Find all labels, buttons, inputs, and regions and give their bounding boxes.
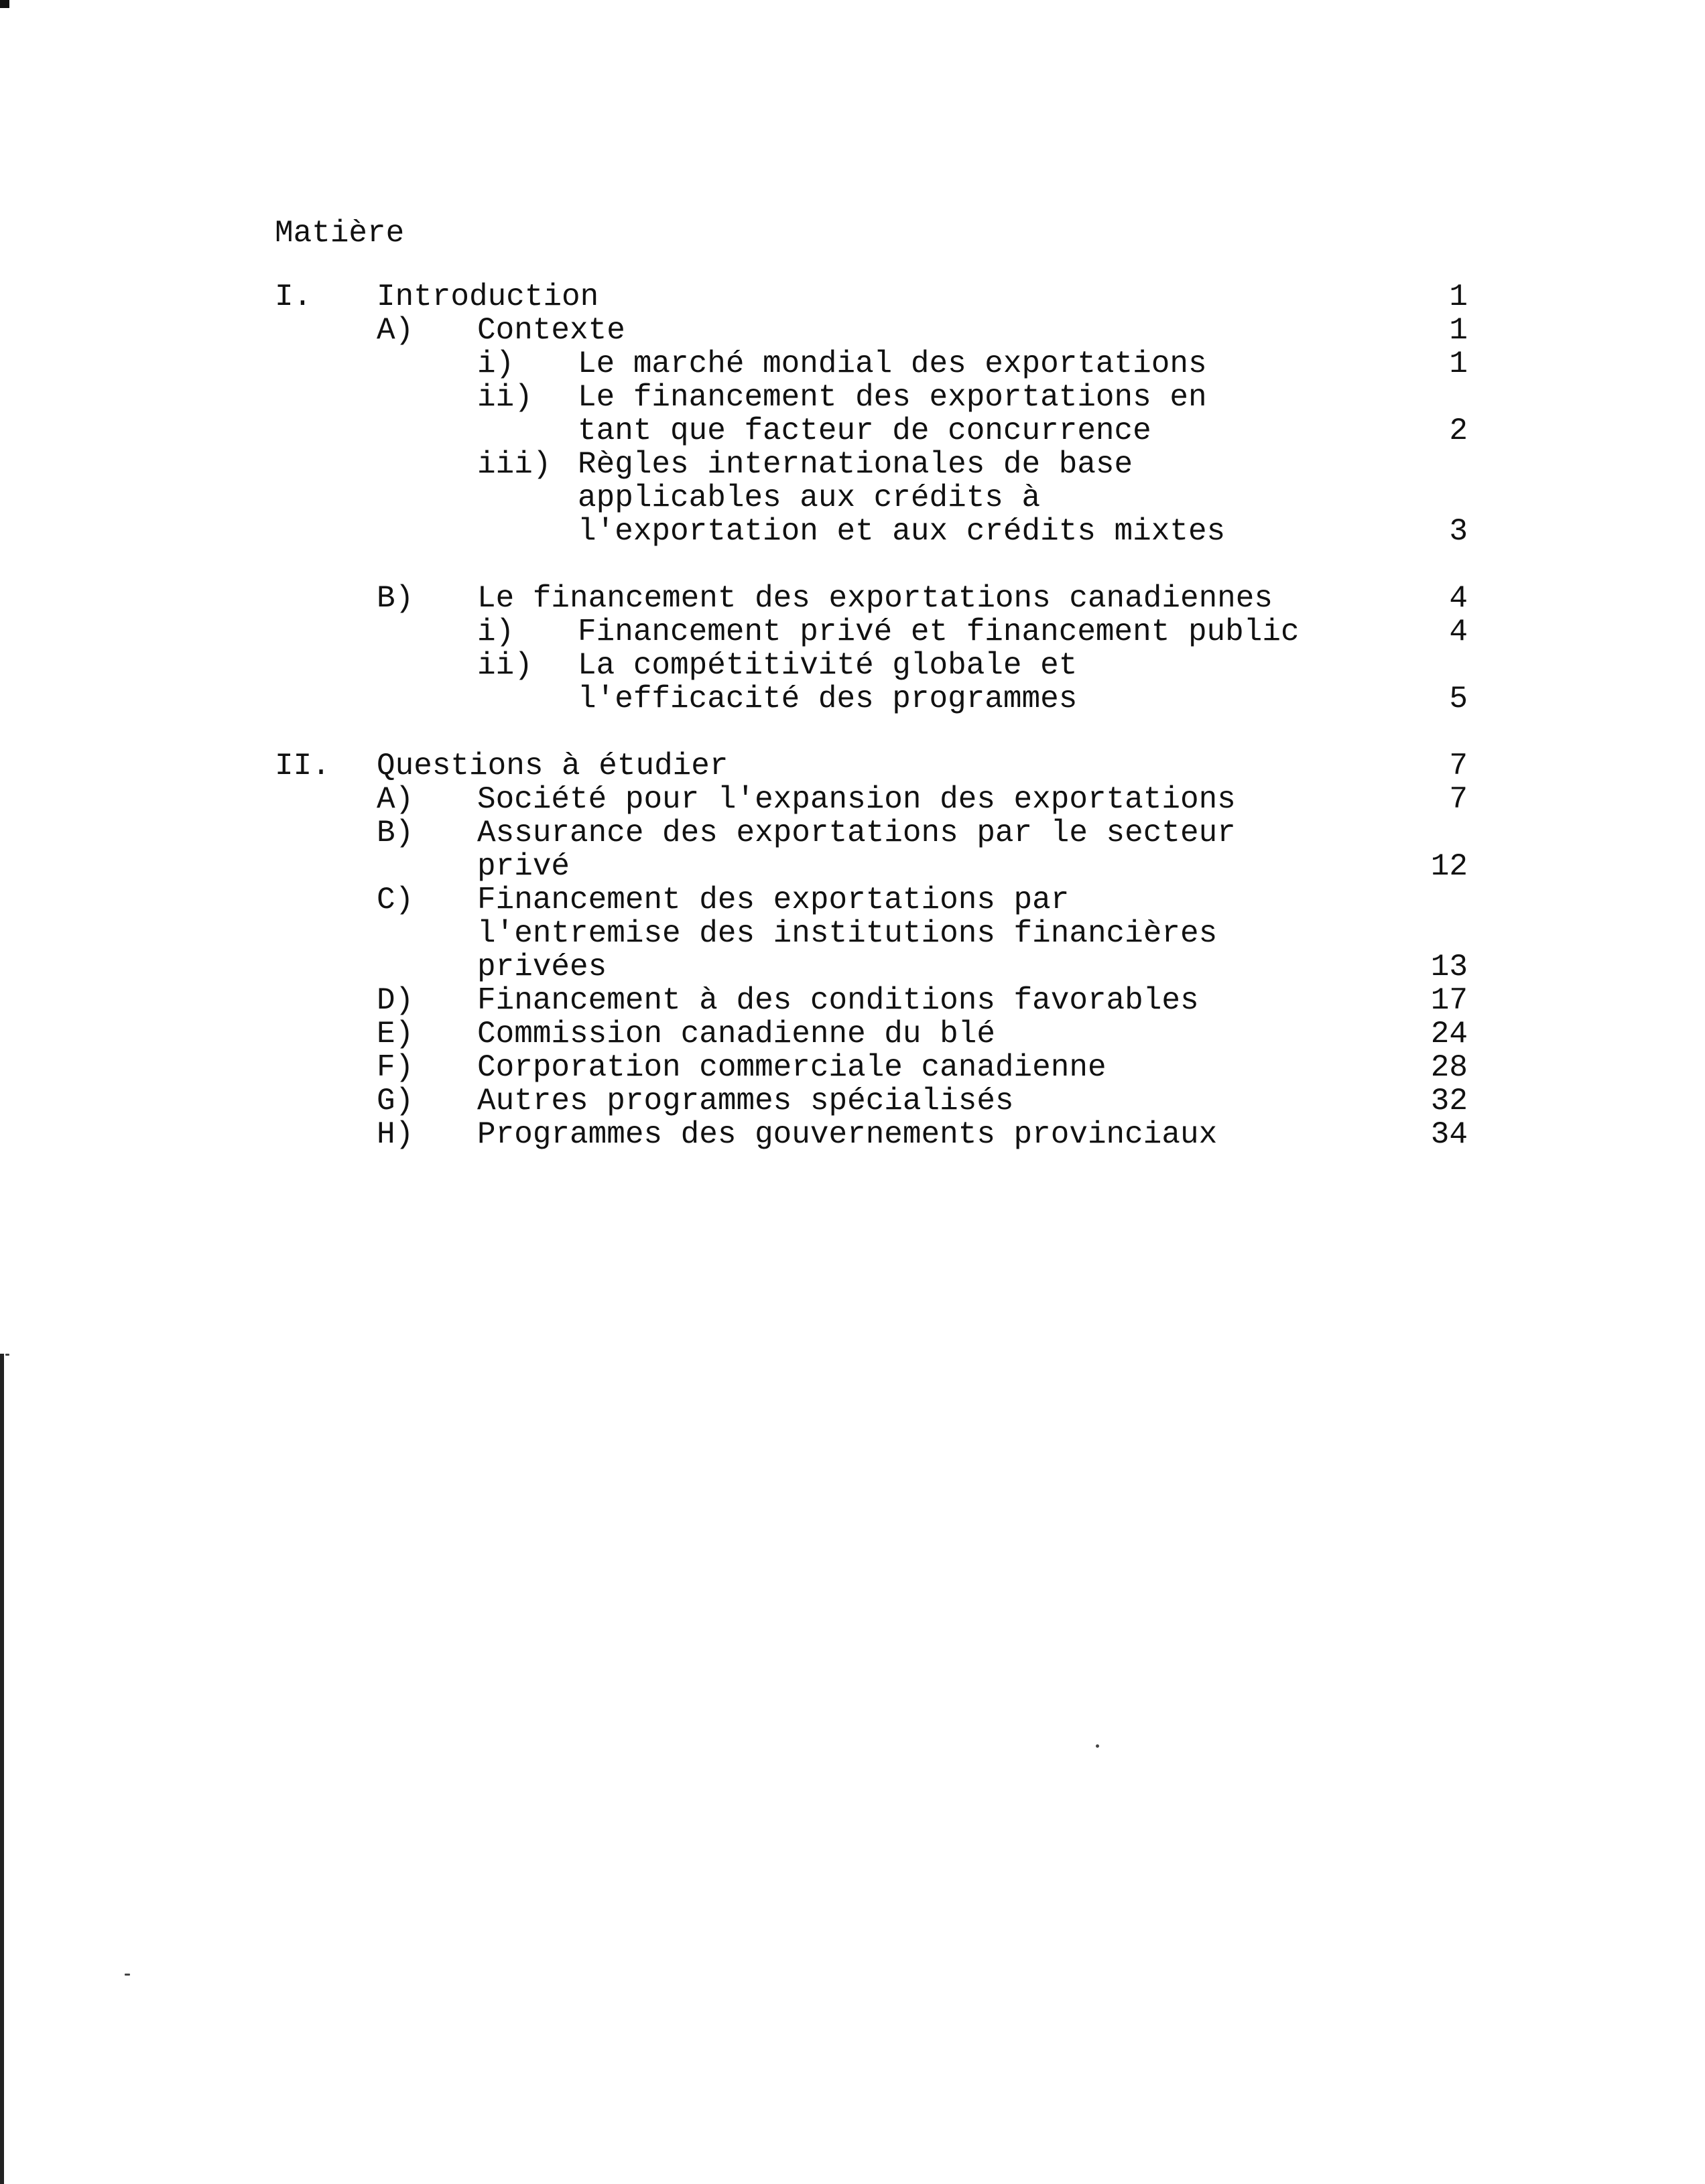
toc-entry	[275, 347, 1468, 381]
toc-entry-title: Commission canadienne du blé	[477, 1017, 995, 1051]
toc-entry-page: 28	[1430, 1050, 1468, 1085]
toc-entry-continuation	[275, 481, 1468, 515]
toc-entry-marker: i)	[477, 346, 515, 381]
toc-entry-title: Règles internationales de base	[578, 447, 1133, 482]
toc-entry-marker: A)	[377, 313, 414, 348]
toc-entry-title: Financement privé et financement public	[578, 615, 1300, 649]
scan-speck	[1096, 1744, 1099, 1748]
toc-entry-title: tant que facteur de concurrence	[578, 413, 1151, 448]
toc-entry-page: 1	[1449, 279, 1468, 314]
toc-entry-page: 3	[1449, 514, 1468, 549]
toc-entry-title: applicables aux crédits à	[578, 480, 1041, 515]
toc-entry-page: 24	[1430, 1017, 1468, 1051]
toc-entry-title: privé	[477, 849, 570, 884]
toc-entry-marker: B)	[377, 816, 414, 850]
toc-entry-marker: A)	[377, 782, 414, 817]
toc-entry-page: 17	[1430, 983, 1468, 1018]
toc-heading: Matière	[275, 216, 405, 251]
scan-speck	[125, 1974, 130, 1976]
toc-entry-marker: B)	[377, 581, 414, 616]
toc-entry-page: 7	[1449, 782, 1468, 817]
toc-entry-page: 1	[1449, 313, 1468, 348]
toc-entry-marker: G)	[377, 1084, 414, 1118]
toc-entry	[275, 582, 1468, 615]
toc-entry-marker: ii)	[477, 380, 533, 415]
toc-entry-marker: H)	[377, 1117, 414, 1152]
toc-entry-title: Questions à étudier	[377, 749, 729, 783]
toc-entry	[275, 1051, 1468, 1084]
toc-entry-title: Autres programmes spécialisés	[477, 1084, 1014, 1118]
toc-entry	[275, 381, 1468, 414]
toc-entry-marker: ii)	[477, 648, 533, 683]
toc-entry-marker: II.	[275, 749, 330, 783]
toc-entry-marker: E)	[377, 1017, 414, 1051]
scan-corner-mark	[0, 0, 9, 8]
toc-entry	[275, 749, 1468, 783]
toc-entry-title: l'exportation et aux crédits mixtes	[578, 514, 1226, 549]
toc-entry-marker: I.	[275, 279, 312, 314]
toc-entry	[275, 615, 1468, 649]
toc-entry	[275, 280, 1468, 314]
toc-entry-continuation	[275, 515, 1468, 548]
toc-entry-title: Le financement des exportations canadiennes	[477, 581, 1273, 616]
toc-entry-continuation	[275, 950, 1468, 984]
binding-edge-mark	[0, 1354, 4, 2184]
toc-entry-page: 4	[1449, 615, 1468, 649]
toc-entry	[275, 649, 1468, 682]
toc-entry-page: 34	[1430, 1117, 1468, 1152]
toc-entry-page: 2	[1449, 413, 1468, 448]
toc-entry-page: 12	[1430, 849, 1468, 884]
toc-entry	[275, 314, 1468, 347]
table-of-contents	[275, 280, 1468, 1178]
toc-entry-title: Le marché mondial des exportations	[578, 346, 1207, 381]
toc-entry	[275, 1118, 1468, 1151]
toc-entry	[275, 1017, 1468, 1051]
toc-entry-title: Le financement des exportations en	[578, 380, 1207, 415]
toc-entry-title: Assurance des exportations par le secteur	[477, 816, 1236, 850]
toc-entry	[275, 984, 1468, 1017]
toc-entry-title: Contexte	[477, 313, 625, 348]
toc-entry	[275, 1084, 1468, 1118]
toc-entry-marker: D)	[377, 983, 414, 1018]
toc-entry-page: 13	[1430, 950, 1468, 984]
toc-entry-title: Société pour l'expansion des exportations	[477, 782, 1236, 817]
toc-entry-page: 7	[1449, 749, 1468, 783]
toc-entry	[275, 783, 1468, 816]
toc-entry-continuation	[275, 682, 1468, 716]
toc-entry	[275, 816, 1468, 850]
toc-entry-continuation	[275, 414, 1468, 448]
toc-entry-title: privées	[477, 950, 607, 984]
toc-entry-title: La compétitivité globale et	[578, 648, 1078, 683]
toc-entry-page: 4	[1449, 581, 1468, 616]
toc-entry-title: Corporation commerciale canadienne	[477, 1050, 1107, 1085]
toc-entry-title: l'efficacité des programmes	[578, 682, 1078, 716]
scan-speck	[5, 1354, 9, 1356]
toc-entry-title: Programmes des gouvernements provinciaux	[477, 1117, 1218, 1152]
toc-entry	[275, 448, 1468, 481]
toc-entry-marker: C)	[377, 883, 414, 917]
toc-entry-page: 1	[1449, 346, 1468, 381]
toc-entry-page: 32	[1430, 1084, 1468, 1118]
toc-entry-title: Financement des exportations par	[477, 883, 1070, 917]
toc-entry-title: Financement à des conditions favorables	[477, 983, 1199, 1018]
toc-entry-marker: iii)	[477, 447, 552, 482]
toc-entry-title: l'entremise des institutions financières	[477, 916, 1218, 951]
toc-entry-title: Introduction	[377, 279, 599, 314]
toc-entry	[275, 883, 1468, 917]
toc-entry-marker: F)	[377, 1050, 414, 1085]
toc-entry-continuation	[275, 917, 1468, 950]
toc-entry-marker: i)	[477, 615, 515, 649]
toc-entry-page: 5	[1449, 682, 1468, 716]
toc-entry-continuation	[275, 850, 1468, 883]
